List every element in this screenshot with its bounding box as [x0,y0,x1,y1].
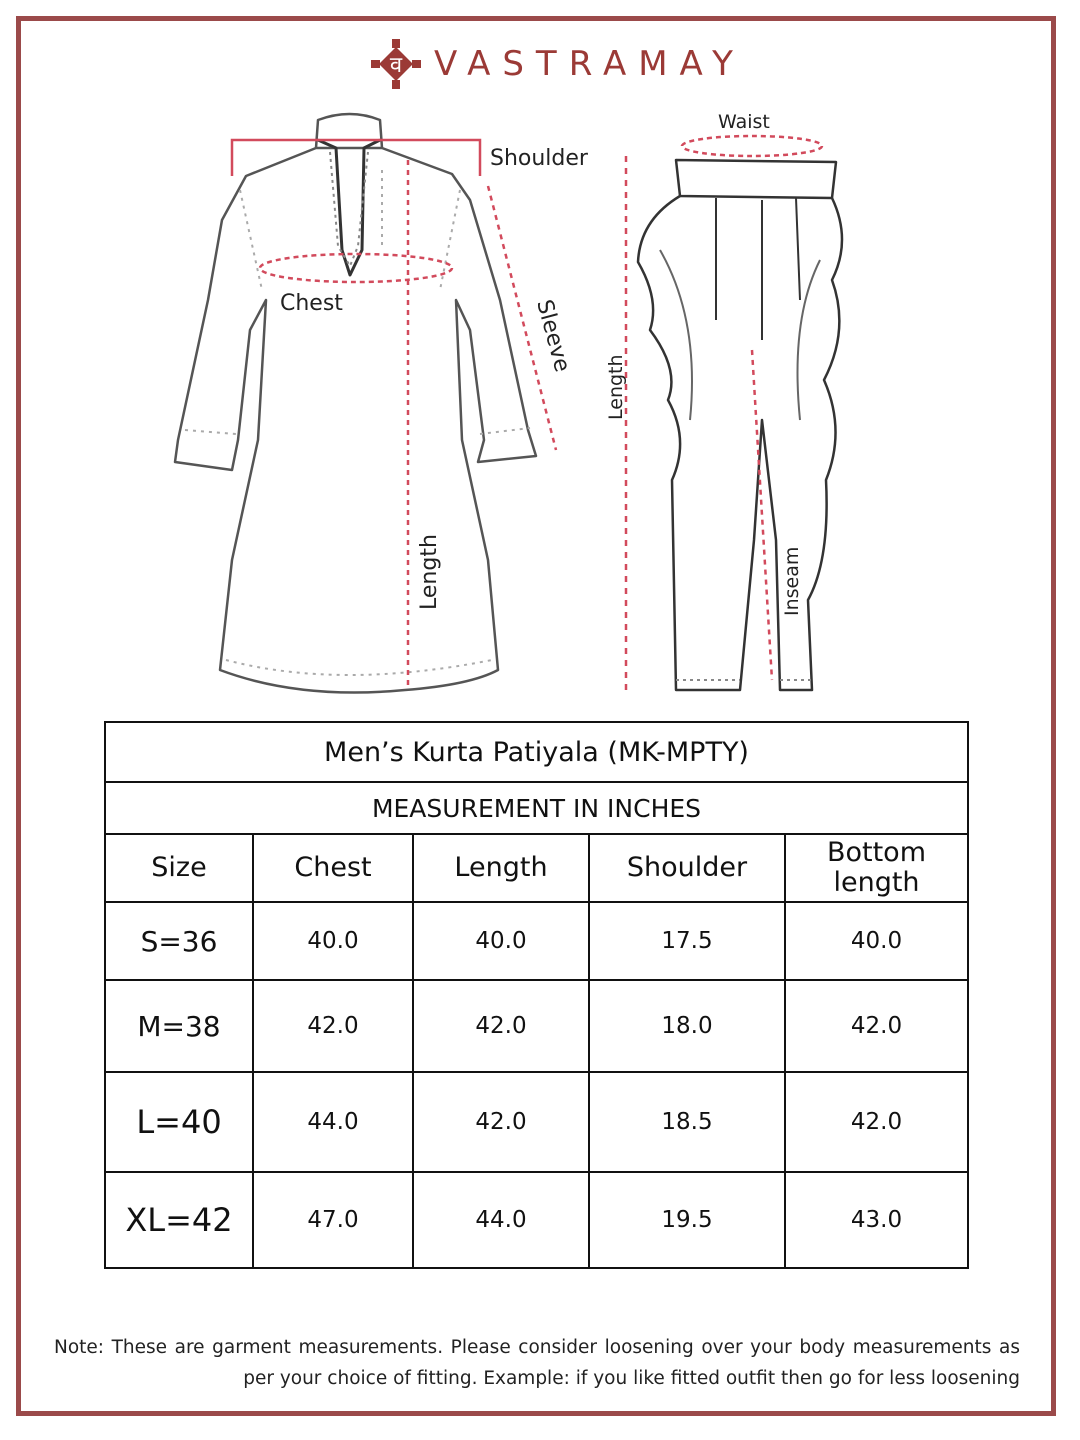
cell-shoulder: 18.0 [589,980,785,1072]
waist-line [682,136,822,156]
chest-line [260,254,452,282]
label-waist: Waist [718,111,770,133]
table-subtitle: MEASUREMENT IN INCHES [105,782,968,834]
cell-chest: 42.0 [253,980,413,1072]
cell-shoulder: 19.5 [589,1172,785,1268]
label-inseam: Inseam [781,546,803,616]
cell-chest: 44.0 [253,1072,413,1172]
table-row [105,902,968,980]
cell-size: M=38 [105,980,253,1072]
size-chart-table [104,721,969,1269]
cell-length: 42.0 [413,980,589,1072]
header-shoulder: Shoulder [589,834,785,902]
cell-shoulder: 17.5 [589,902,785,980]
kurta-diagram [175,114,536,693]
cell-length: 44.0 [413,1172,589,1268]
header-size: Size [105,834,253,902]
table-title: Men’s Kurta Patiyala (MK-MPTY) [105,722,968,782]
table-row [105,1172,968,1268]
header-length: Length [413,834,589,902]
header-chest: Chest [253,834,413,902]
table-row [105,980,968,1072]
cell-size: S=36 [105,902,253,980]
cell-chest: 40.0 [253,902,413,980]
brand-mark-glyph: व [389,53,403,78]
cell-length: 42.0 [413,1072,589,1172]
cell-chest: 47.0 [253,1172,413,1268]
cell-size: L=40 [105,1072,253,1172]
cell-size: XL=42 [105,1172,253,1268]
table-row [105,1072,968,1172]
label-pants-length: Length [605,354,627,420]
fitting-note: Note: These are garment measurements. Please consider loosening over your body measurements as per your choice of fitting. Example: if you like fitted outfit then go for less loosening [54,1337,1020,1389]
cell-bottom-length: 43.0 [785,1172,968,1268]
pants-diagram [638,160,842,690]
brand-name: VASTRAMAY [434,44,745,84]
label-shoulder: Shoulder [490,146,588,171]
cell-length: 40.0 [413,902,589,980]
table-header-row [105,834,968,902]
label-chest: Chest [280,291,343,316]
label-kurta-length: Length [417,534,442,610]
label-sleeve: Sleeve [531,297,575,375]
cell-bottom-length: 40.0 [785,902,968,980]
kurta-measure-lines [232,140,556,690]
cell-bottom-length: 42.0 [785,1072,968,1172]
cell-bottom-length: 42.0 [785,980,968,1072]
header-bottom-length: Bottom length [785,834,968,902]
cell-shoulder: 18.5 [589,1072,785,1172]
